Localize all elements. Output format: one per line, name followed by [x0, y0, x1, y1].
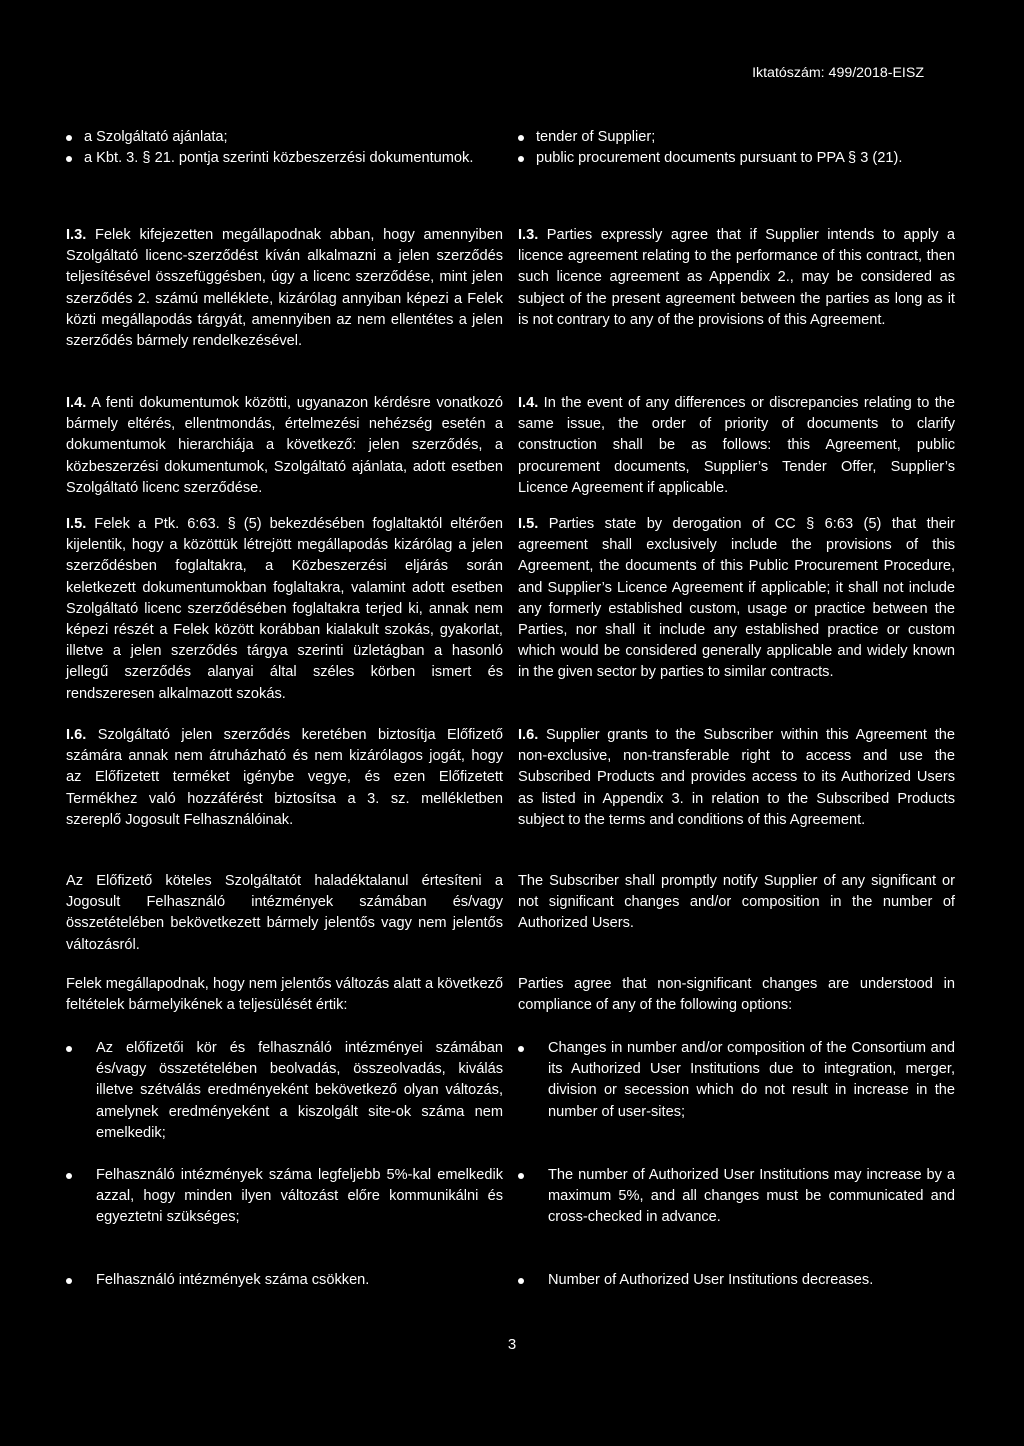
list-item: a Kbt. 3. § 21. pontja szerinti közbeszerzési dokumentumok.: [66, 148, 503, 169]
hu-change-list-b: [66, 1165, 503, 1229]
section-text: Supplier grants to the Subscriber within this Agreement the non-exclusive, non-transferable right to access and use the Subscribed Products and provides access to its Authorized Users as listed in Appendix 3. in relation to the Subscribed Products subject to the terms and conditions of this Agreement.: [518, 727, 955, 828]
list-item: The number of Authorized User Institutions may increase by a maximum 5%, and all changes must be communicated and cross-checked in advance.: [518, 1165, 955, 1229]
en-change-list-c: [518, 1270, 955, 1291]
section-text: Felek a Ptk. 6:63. § (5) bekezdésében foglaltaktól eltérően kijelentik, hogy a közöttük létrejött megállapodás kizárólag a jelen szerződésben foglaltakra, a Közbeszerzési eljárás során keletkezett dokumentumokban foglaltakra, valamint adott esetben Szolgáltató licenc szerződésében foglaltakra terjed ki, annak nem képezi részét a Felek között korábban kialakult szokás, gyakorlat, illetve a jelen szerződés tárgya szerinti üzletágban a hasonló jellegű szerződés alanyai által széles körben ismert és rendszeresen alkalmazott szokás.: [66, 516, 503, 702]
page-number: 3: [507, 1336, 517, 1353]
section-text: Felek kifejezetten megállapodnak abban, hogy amennyiben Szolgáltató licenc-szerződést kíván alkalmazni a jelen szerződés teljesítésével összefüggésben, úgy a licenc szerződése, mint jelen szerződés 2. számú melléklete, kizárólag annyiban képezi a Felek közti megállapodás tárgyát, amennyiben az nem ellentétes a jelen szerződés bármely rendelkezésével.: [66, 227, 504, 350]
hu-notify-paragraph: Az Előfizető köteles Szolgáltatót haladéktalanul értesíteni a Jogosult Felhasználó intézmények számában és/vagy összetételében bekövetkezett bármely jelentős vagy nem jelentős változásról.: [66, 873, 503, 953]
en-section-1-3: [518, 225, 955, 331]
en-section-1-6: [518, 725, 955, 831]
hu-section-1-5: [66, 514, 503, 705]
section-number: I.6.: [518, 727, 539, 743]
section-number: I.3.: [518, 227, 539, 243]
en-change-list-a: [518, 1038, 955, 1123]
section-text: Parties state by derogation of CC § 6:63 (5) that their agreement shall exclusively include the provisions of this Agreement, the documents of this Public Procurement Procedure, and Supplier’s Licence Agreement if applicable; it shall not include any formerly established custom, usage or practice between the Parties, nor shall it include any established practice or custom which would be considered generally applicable and widely known in the given sector by parties to similar contracts.: [518, 516, 955, 681]
section-number: I.4.: [66, 395, 87, 411]
list-item: tender of Supplier;: [518, 127, 955, 148]
section-number: I.6.: [66, 727, 87, 743]
hu-section-1-4: [66, 393, 503, 499]
hu-section-1-6: [66, 725, 503, 831]
list-item: Number of Authorized User Institutions decreases.: [518, 1270, 955, 1291]
section-number: I.4.: [518, 395, 539, 411]
en-notify-paragraph: The Subscriber shall promptly notify Supplier of any significant or not significant changes and/or composition in the number of Authorized Users.: [518, 873, 955, 932]
section-number: I.5.: [66, 516, 87, 532]
en-change-list-b: [518, 1165, 955, 1229]
section-text: In the event of any differences or discrepancies relating to the same issue, the order of priority of documents to clarify construction shall be as follows: this Agreement, public procurement documents, Supplier’s Tender Offer, Supplier’s Licence Agreement if applicable.: [518, 395, 955, 496]
hu-section-1-3: [66, 225, 503, 352]
section-text: Szolgáltató jelen szerződés keretében biztosítja Előfizető számára annak nem átruházható és nem kizárólagos jogát, hogy az Előfizetett terméket igénybe vegye, és ezen Előfizetett Termékhez való hozzáférést biztosítsa a 3. sz. mellékletben szereplő Jogosult Felhasználóinak.: [66, 727, 503, 828]
en-document-list: [518, 127, 955, 169]
list-item: a Szolgáltató ajánlata;: [66, 127, 503, 148]
section-text: Parties expressly agree that if Supplier intends to apply a licence agreement relating to the performance of this contract, then such licence agreement as Appendix 2., may be considered as subject of the present agreement between the parties as long as it is not contrary to any of the provisions of this Agreement.: [518, 227, 955, 328]
hu-agree-paragraph: Felek megállapodnak, hogy nem jelentős változás alatt a következő feltételek bármelyikének a teljesülését értik:: [66, 976, 503, 1014]
section-number: I.5.: [518, 516, 539, 532]
list-item: Az előfizetői kör és felhasználó intézményei számában és/vagy összetételében beolvadás, összeolvadás, kiválás illetve szétválás eredményeként bekövetkező olyan változás, amelynek eredményeként a kiszolgált site-ok száma nem emelkedik;: [66, 1038, 503, 1144]
list-item: Felhasználó intézmények száma legfeljebb 5%-kal emelkedik azzal, hogy minden ilyen változást előre kommunikálni és egyeztetni szükséges;: [66, 1165, 503, 1229]
en-agree-paragraph: Parties agree that non-significant changes are understood in compliance of any of the following options:: [518, 976, 955, 1014]
section-text: A fenti dokumentumok közötti, ugyanazon kérdésre vonatkozó bármely eltérés, ellentmondás, értelmezési nehézség esetén a dokumentumok hierarchiája a következő: jelen szerződés, a közbeszerzési dokumentumok, Szolgáltató ajánlata, adott esetben Szolgáltató licenc szerződése.: [66, 395, 503, 496]
hu-change-list-c: [66, 1270, 503, 1291]
hu-document-list: [66, 127, 503, 169]
list-item: Changes in number and/or composition of the Consortium and its Authorized User Institutions due to integration, merger, division or secession which do not result in increase in the number of user-sites;: [518, 1038, 955, 1123]
en-section-1-5: [518, 514, 955, 684]
en-section-1-4: [518, 393, 955, 499]
list-item: public procurement documents pursuant to PPA § 3 (21).: [518, 148, 955, 169]
section-number: I.3.: [66, 227, 87, 243]
list-item: Felhasználó intézmények száma csökken.: [66, 1270, 503, 1291]
hu-change-list-a: [66, 1038, 503, 1144]
document-reference-number: Iktatószám: 499/2018-EISZ: [752, 65, 924, 81]
